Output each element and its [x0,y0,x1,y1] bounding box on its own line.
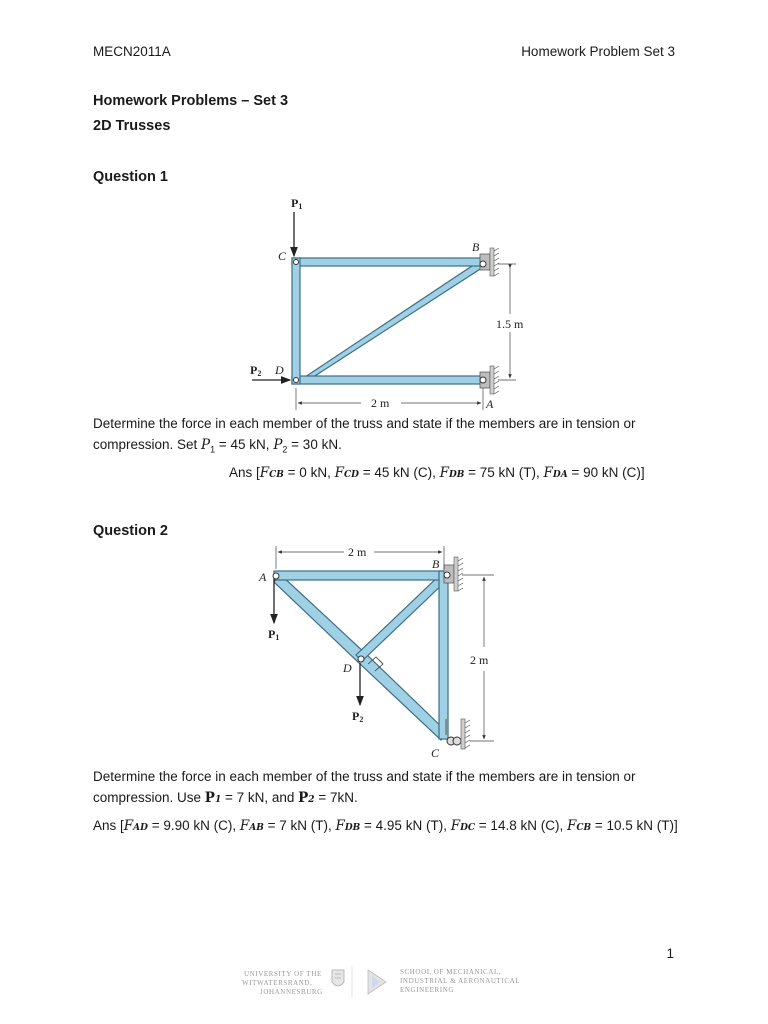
label-d: D [275,363,284,377]
label-a: A [259,570,267,584]
dim-width-label: 2 m [348,545,367,559]
label-b: B [472,240,480,254]
joint-c [294,260,299,265]
member-db [296,260,488,383]
svg-text:P2 [250,363,261,378]
svg-text:P1 [291,196,302,211]
document-title: Homework Problems – Set 3 [93,93,289,109]
truss-members [292,258,488,384]
label-a: A [486,397,494,411]
label-p1-sub: 1 [298,202,303,211]
label-c: C [431,746,440,760]
question-1-truss-figure [240,192,540,414]
header-set-name: Homework Problem Set 3 [521,44,675,59]
question-1-text: Determine the force in each member of the truss and state if the members are in tension or compression. Set $P_1 = 45$ kN, $P_2 = 30$ kN. [93,416,636,455]
support-c [446,719,470,749]
school-line-1: SCHOOL OF MECHANICAL, [400,968,502,976]
school-line-3: ENGINEERING [400,986,455,994]
label-p1: P [268,627,276,641]
dim-height-label: 1.5 m [496,317,524,331]
wits-line-3: JOHANNESBURG [260,988,323,996]
question-1-answer: Ans [FCB = 0 kN, FCD = 45 kN (C), FDB = 75 kN (T), FDA = 90 kN (C)] [229,465,645,481]
question-2-answer: Ans [FAD = 9.90 kN (C), FAB = 7 kN (T), FDB = 4.95 kN (T), FDC = 14.8 kN (C), FCB = 10.5 kN (T)] [93,818,678,834]
school-logo-icon [368,970,386,994]
member-ad [274,574,366,662]
label-c: C [278,249,287,263]
member-db [356,573,448,661]
label-p1-sub: 1 [275,633,280,642]
dim-height-label: 2 m [470,653,489,667]
label-p2: P [250,363,258,377]
wits-line-1: UNIVERSITY OF THE [244,970,322,978]
question-2-text: Determine the force in each member of the truss and state if the members are in tension or compression. Use P1 = 7 kN, and P2 = 7kN. [93,769,636,806]
school-line-2: INDUSTRIAL & AERONAUTICAL [400,977,521,985]
member-dc [358,654,448,740]
support-b [480,248,499,276]
label-d: D [343,661,352,675]
document-subtitle: 2D Trusses [93,118,171,134]
dim-width-label: 2 m [371,396,390,410]
label-p2-sub: 2 [359,715,364,724]
label-b: B [432,557,440,571]
footer-logos [240,962,530,1004]
joint-d [358,656,364,662]
page-number: 1 [666,946,674,961]
question-2-truss-figure [248,543,504,765]
member-cb [439,571,448,739]
question-1-heading: Question 1 [93,169,168,185]
joint-a [273,573,279,579]
member-ab [274,571,448,580]
header-course-code: MECN2011A [93,44,171,59]
member-cd [292,258,300,384]
svg-text:P1 [268,627,279,642]
svg-text:P2 [352,709,363,724]
label-p2: P [352,709,360,723]
question-2-heading: Question 2 [93,523,168,539]
member-cb [292,258,484,266]
label-p2-sub: 2 [257,369,262,378]
label-p1: P [291,196,299,210]
member-da [292,376,484,384]
wits-crest-icon [332,970,344,986]
wits-line-2: WITWATERSRAND, [242,979,313,987]
joint-d [294,378,299,383]
